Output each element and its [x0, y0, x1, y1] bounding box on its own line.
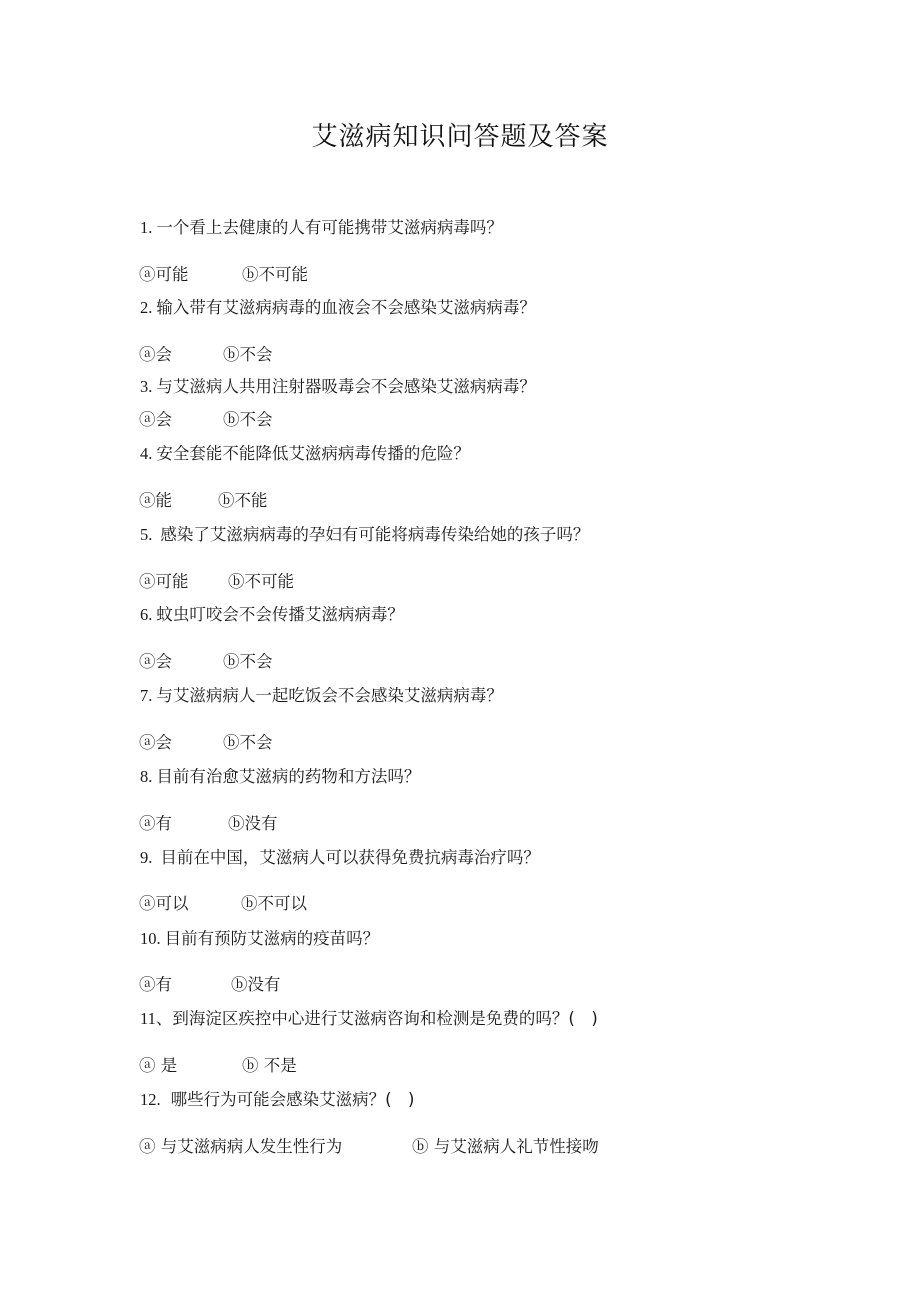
option-a[interactable]: ⓐ 与艾滋病病人发生性行为	[139, 1137, 343, 1156]
option-b[interactable]: ⓑ不可能	[242, 265, 308, 284]
question-number: 4.	[140, 444, 153, 463]
option-a[interactable]: ⓐ会	[139, 652, 172, 671]
question-9	[140, 844, 540, 868]
question-1	[140, 214, 503, 238]
question-5	[140, 521, 589, 545]
question-text: 目前在中国，艾滋病人可以获得免费抗病毒治疗吗？	[160, 848, 540, 867]
question-text: 目前有预防艾滋病的疫苗吗？	[164, 929, 380, 948]
question-number: 9.	[140, 848, 153, 867]
question-10	[140, 925, 379, 949]
question-number: 2.	[140, 298, 153, 317]
question-text: 目前有治愈艾滋病的药物和方法吗？	[156, 767, 421, 786]
question-number: 10.	[140, 929, 161, 948]
question-6	[140, 601, 404, 625]
option-a[interactable]: ⓐ会	[139, 733, 172, 752]
question-number: 6.	[140, 605, 153, 624]
page-title: 艾滋病知识问答题及答案	[311, 122, 609, 152]
question-11	[140, 1005, 598, 1029]
option-b[interactable]: ⓑ不可能	[228, 572, 294, 591]
option-b[interactable]: ⓑ不会	[223, 345, 273, 364]
option-a[interactable]: ⓐ会	[139, 410, 172, 429]
option-a[interactable]: ⓐ会	[139, 345, 172, 364]
question-4	[140, 440, 470, 464]
question-12	[140, 1086, 415, 1110]
option-a[interactable]: ⓐ可以	[139, 894, 189, 913]
question-number: 11、	[140, 1009, 173, 1028]
question-number: 7.	[140, 686, 153, 705]
option-a[interactable]: ⓐ 是	[139, 1056, 178, 1075]
option-b[interactable]: ⓑ不可以	[241, 894, 307, 913]
question-3	[140, 373, 536, 397]
option-a[interactable]: ⓐ有	[139, 814, 172, 833]
option-b[interactable]: ⓑ 与艾滋病人礼节性接吻	[412, 1137, 599, 1156]
question-text: 感染了艾滋病病毒的孕妇有可能将病毒传染给她的孩子吗？	[160, 525, 590, 544]
question-text: 到海淀区疾控中心进行艾滋病咨询和检测是免费的吗？( )	[172, 1009, 598, 1028]
question-text: 输入带有艾滋病病毒的血液会不会感染艾滋病病毒？	[156, 298, 536, 317]
option-b[interactable]: ⓑ没有	[231, 975, 281, 994]
option-a[interactable]: ⓐ可能	[139, 572, 189, 591]
option-a[interactable]: ⓐ可能	[139, 265, 189, 284]
question-2	[140, 294, 536, 318]
question-text: 安全套能不能降低艾滋病病毒传播的危险？	[156, 444, 470, 463]
question-number: 8.	[140, 767, 153, 786]
option-b[interactable]: ⓑ 不是	[242, 1056, 297, 1075]
option-a[interactable]: ⓐ能	[139, 491, 172, 510]
option-b[interactable]: ⓑ不会	[223, 410, 273, 429]
question-number: 1.	[140, 218, 153, 237]
question-text: 与艾滋病人共用注射器吸毒会不会感染艾滋病病毒？	[156, 377, 536, 396]
question-7	[140, 682, 503, 706]
question-text: 一个看上去健康的人有可能携带艾滋病病毒吗？	[156, 218, 503, 237]
question-text: 蚊虫叮咬会不会传播艾滋病病毒？	[156, 605, 404, 624]
option-b[interactable]: ⓑ不会	[223, 733, 273, 752]
question-number: 12.	[140, 1090, 161, 1109]
question-text: 与艾滋病病人一起吃饭会不会感染艾滋病病毒？	[156, 686, 503, 705]
question-number: 5.	[140, 525, 153, 544]
option-b[interactable]: ⓑ不会	[223, 652, 273, 671]
option-b[interactable]: ⓑ不能	[218, 491, 268, 510]
question-text: 哪些行为可能会感染艾滋病？( )	[170, 1090, 415, 1109]
question-8	[140, 763, 420, 787]
option-b[interactable]: ⓑ没有	[228, 814, 278, 833]
question-number: 3.	[140, 377, 153, 396]
option-a[interactable]: ⓐ有	[139, 975, 172, 994]
